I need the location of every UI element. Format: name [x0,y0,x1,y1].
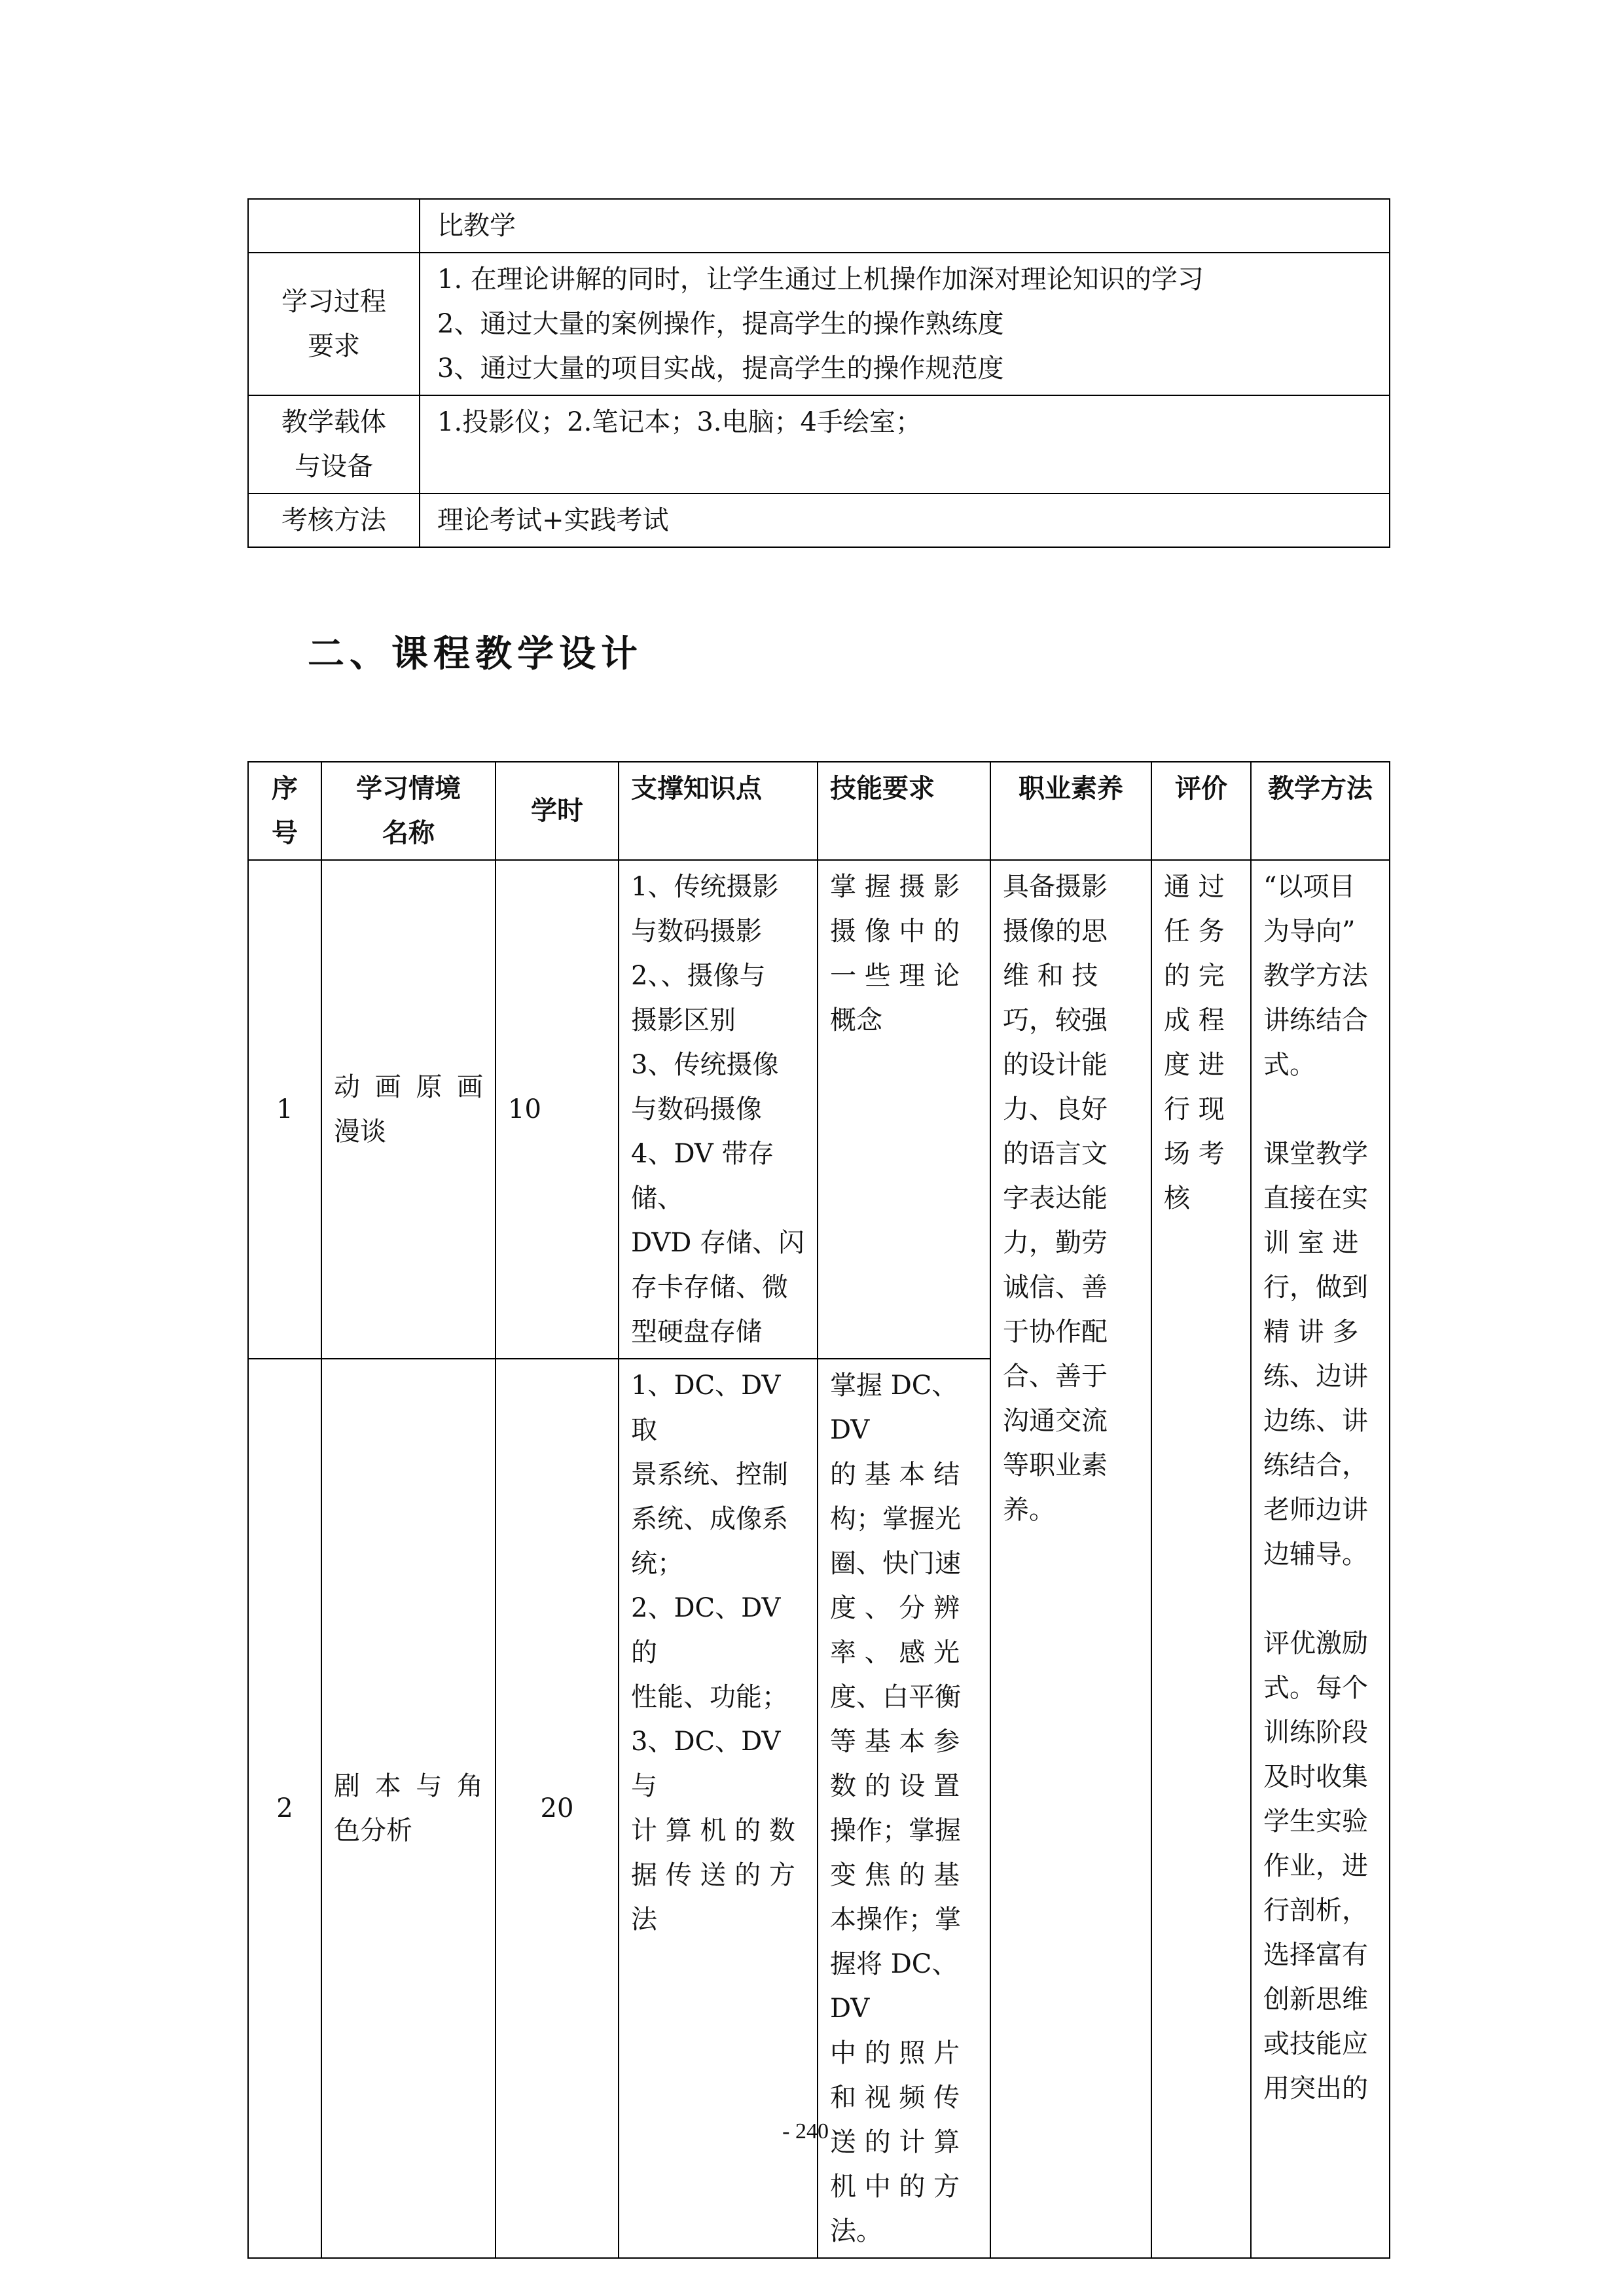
cell-line: 一 些 理 论 [830,961,960,991]
table-row [248,860,1390,1359]
cell-line: 和 视 频 传 [830,2083,960,2113]
cell-line: 摄 像 中 的 [830,916,960,946]
cell-line: 于协作配 [1003,1317,1108,1347]
section-title: 二、课程教学设计 [308,633,643,675]
cell-line: 的 基 本 结 [830,1460,960,1490]
quality-cell [990,860,1151,2258]
row-seq: 1 [248,860,321,1359]
cell-line: 数 的 设 置 [830,1771,960,1801]
header-row [248,762,1390,860]
cell-line: 型硬盘存储 [631,1317,762,1347]
cell-line: 存卡存储、微 [631,1272,788,1302]
row-name: 剧 本 与 角 色分析 [321,1359,496,2258]
row-knowledge [619,860,818,1359]
cell-line: 与数码摄影 [631,916,762,946]
cell-line: 行剖析， [1263,1895,1368,1926]
cell-line: 2、DC、DV 的 [631,1593,781,1668]
cell-line: 创新思维 [1263,1984,1368,2015]
header-method: 教学方法 [1251,762,1390,860]
cell-line: 作业，进 [1263,1851,1368,1881]
cell-line: “以项目 [1263,872,1356,902]
row-label: 教学载体 与设备 [248,395,420,493]
cell-line: 合、善于 [1003,1361,1108,1391]
cell-line: 度 、 分 辨 [830,1593,960,1623]
header-evaluation: 评价 [1151,762,1251,860]
cell-line: 诚信、善 [1003,1272,1108,1302]
cell-line: 通 过 [1164,872,1225,902]
cell-line: 练结合， [1263,1450,1368,1480]
cell-line: 课堂教学 [1263,1139,1368,1169]
cell-line: 为导向” [1263,916,1356,946]
cell-line: 边辅导。 [1263,1539,1368,1570]
cell-line: 式。 [1263,1050,1316,1080]
cell-line [1263,1577,1377,1621]
row-hours: 20 [496,1359,619,2258]
cell-line: 摄像的思 [1003,916,1108,946]
cell-line: 法。 [830,2216,882,2246]
cell-line [1263,1087,1377,1132]
row-hours: 10 [496,860,619,1359]
cell-line: 概念 [830,1005,882,1035]
table-row [248,199,1390,253]
cell-line: DVD 存储、闪 [631,1228,805,1258]
cell-line: 用突出的 [1263,2073,1368,2104]
cell-line: 机 中 的 方 [830,2172,960,2202]
cell-line: 力，勤劳 [1003,1228,1108,1258]
cell-line: 变 焦 的 基 [830,1860,960,1890]
row-label: 考核方法 [248,493,420,547]
row-skills [818,860,990,1359]
row-content: 1. 在理论讲解的同时，让学生通过上机操作加深对理论知识的学习 2、通过大量的案例操作，提高学生的操作熟练度 3、通过大量的项目实战，提高学生的操作规范度 [420,253,1390,395]
cell-line: 字表达能 [1003,1183,1108,1213]
cell-line: 统； [631,1549,683,1579]
table-row [248,395,1390,493]
cell-line: 维 和 技 [1003,961,1098,991]
cell-line: 练、边讲 [1263,1361,1368,1391]
cell-line: 式。每个 [1263,1673,1368,1703]
cell-line: 操作；掌握 [830,1816,961,1846]
cell-line: 系统、成像系 [631,1504,788,1534]
header-quality: 职业素养 [990,762,1151,860]
empty-label-cell [248,199,420,253]
row-content: 理论考试+实践考试 [420,493,1390,547]
cell-line: 老师边讲 [1263,1495,1368,1525]
cell-line: 摄影区别 [631,1005,736,1035]
cell-line: 送 的 计 算 [830,2127,960,2157]
header-skills: 技能要求 [818,762,990,860]
cell-line: 4、DV 带存储、 [631,1139,774,1213]
cell-line: 法 [631,1905,657,1935]
cell-line: 计 算 机 的 数 [631,1816,795,1846]
cell-line: 及时收集 [1263,1762,1368,1792]
cell-line: 掌 握 摄 影 [830,872,960,902]
cell-line: 行，做到 [1263,1272,1368,1302]
cell-line: 构；掌握光 [830,1504,961,1534]
row-label: 学习过程 要求 [248,253,420,395]
cell-line: 核 [1164,1183,1190,1213]
cell-line: 2、、摄像与 [631,961,766,991]
cell-line: 行 现 [1164,1094,1225,1124]
cell-line: 讲练结合 [1263,1005,1368,1035]
cell-line: 边练、讲 [1263,1406,1368,1436]
course-info-table [247,198,1390,548]
cell-line: 场 考 [1164,1139,1225,1169]
cell-line: 的语言文 [1003,1139,1108,1169]
cell-line: 的设计能 [1003,1050,1108,1080]
cell-line: 成 程 [1164,1005,1225,1035]
row-seq: 2 [248,1359,321,2258]
cell-line: 景系统、控制 [631,1460,788,1490]
cell-line: 沟通交流 [1003,1406,1108,1436]
cell-line: 具备摄影 [1003,872,1108,902]
cell-line: 养。 [1003,1495,1055,1525]
cell-line: 力、良好 [1003,1094,1108,1124]
header-name: 学习情境 名称 [321,762,496,860]
cell-line: 度 进 [1164,1050,1225,1080]
cell-line: 与数码摄像 [631,1094,762,1124]
cell-line: 掌握 DC、DV [830,1371,958,1445]
course-design-table [247,761,1390,2259]
cell-line: 教学方法 [1263,961,1368,991]
table-row [248,253,1390,395]
table-row [248,493,1390,547]
cell-line: 选择富有 [1263,1940,1368,1970]
cell-line: 中 的 照 片 [830,2038,960,2068]
cell-line: 度、白平衡 [830,1682,961,1712]
cell-line: 或技能应 [1263,2029,1368,2059]
cell-line: 性能、功能； [631,1682,788,1712]
cell-line: 直接在实 [1263,1183,1368,1213]
cell-line: 巧，较强 [1003,1005,1108,1035]
page-number: - 240 - [782,2119,842,2144]
row-name: 动 画 原 画 漫谈 [321,860,496,1359]
cell-line: 训 室 进 [1263,1228,1359,1258]
cell-line: 3、传统摄像 [631,1050,779,1080]
method-cell [1251,860,1390,2258]
cell-line: 训练阶段 [1263,1717,1368,1748]
header-knowledge: 支撑知识点 [619,762,818,860]
cell-line: 精 讲 多 [1263,1317,1359,1347]
header-seq: 序 号 [248,762,321,860]
cell-line: 1、DC、DV 取 [631,1371,781,1445]
cell-line: 等职业素 [1003,1450,1108,1480]
cell-line: 的 完 [1164,961,1225,991]
cell-line: 等 基 本 参 [830,1727,960,1757]
cell-line: 率 、 感 光 [830,1638,960,1668]
cell-line: 握将 DC、DV [830,1949,958,2024]
cell-line: 任 务 [1164,916,1225,946]
cell-line: 3、DC、DV 与 [631,1727,781,1801]
cell-line: 本操作；掌 [830,1905,961,1935]
continuation-cell: 比教学 [420,199,1390,253]
cell-line: 学生实验 [1263,1806,1368,1837]
evaluation-cell [1151,860,1251,2258]
header-hours: 学时 [496,762,619,860]
cell-line: 评优激励 [1263,1628,1368,1659]
cell-line: 圈、快门速 [830,1549,961,1579]
cell-line: 1、传统摄影 [631,872,779,902]
row-content: 1.投影仪；2.笔记本；3.电脑；4手绘室； [420,395,1390,493]
cell-line: 据 传 送 的 方 [631,1860,795,1890]
